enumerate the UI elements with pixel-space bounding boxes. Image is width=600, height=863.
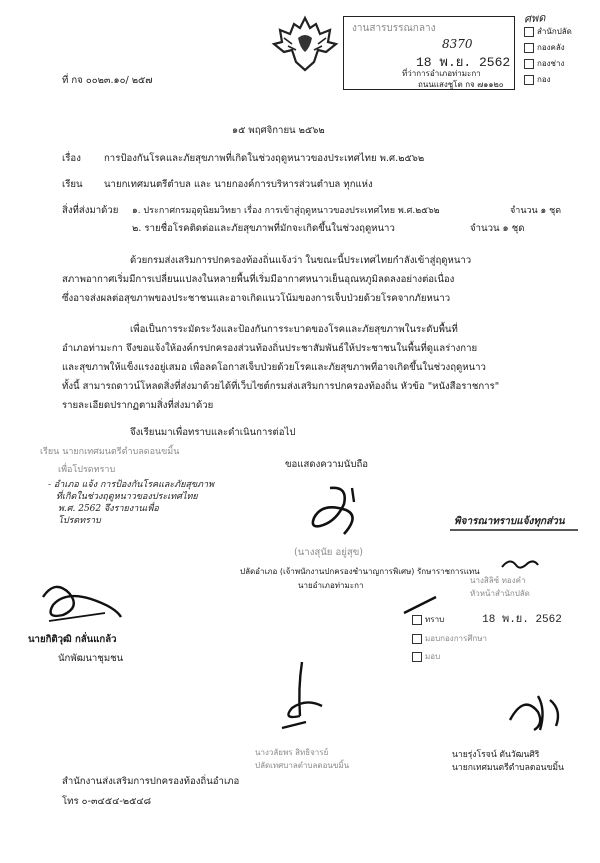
signer-name: (นางสุนัย อยู่สุข) [294, 547, 363, 558]
closing: จึงเรียนมาเพื่อทราบและดำเนินการต่อไป [130, 427, 296, 438]
bottom-stamp-row2: มอบกองการศึกษา [412, 633, 582, 644]
right-bottom-name: นายรุ่งโรจน์ ตันวัฒนศิริ [452, 750, 540, 760]
stamp-line1: งานสารบรรณกลาง [352, 23, 436, 34]
check-item-0[interactable]: สำนักปลัด [524, 26, 572, 37]
right-bottom-signature [500, 690, 570, 735]
receipt-stamp [343, 16, 515, 90]
margin-handwriting [48, 479, 214, 527]
para1-line2: สภาพอากาศเริ่มมีการเปลี่ยนแปลงในหลายพื้นที่เริ่มมีอากาศหนาวเย็นอุณหภูมิลดลงอย่างต่อเนื่อง [62, 274, 455, 285]
right-handwriting-underline [450, 527, 580, 533]
check-item-1[interactable]: กองคลัง [524, 42, 572, 53]
checkbox-icon [412, 652, 422, 662]
main-signature [300, 482, 370, 542]
stamp-line4: ถนนแสงชูโต กจ ๗๑๑๒๐ [418, 80, 504, 89]
enclosure-label: สิ่งที่ส่งมาด้วย [62, 205, 119, 216]
enclosure-item-2: ๒. รายชื่อโรคติดต่อและภัยสุขภาพที่มักจะเกิดขึ้นในช่วงฤดูหนาว [132, 223, 395, 234]
enclosure-qty-2: จำนวน ๑ ชุด [470, 223, 525, 234]
mid-signature [262, 658, 342, 738]
margin-hw-line3: พ.ศ. 2562 จึงรายงานเพื่อ [58, 504, 159, 514]
check-item-2[interactable]: กองช่าง [524, 58, 572, 69]
garuda-emblem [270, 14, 340, 74]
signer-title-1: ปลัดอำเภอ (เจ้าพนักงานปกครองชำนาญการพิเศษ) รักษาราชการแทน [240, 567, 480, 576]
mid-faint-title: ปลัดเทศบาลตำบลดอนขมิ้น [255, 761, 350, 770]
office: สำนักงานส่งเสริมการปกครองท้องถิ่นอำเภอ [62, 776, 240, 787]
enclosure-qty-1: จำนวน ๑ ชุด [510, 206, 562, 216]
margin-note-to: เรียน นายกเทศมนตรีตำบลดอนขมิ้น [40, 447, 180, 457]
checkbox-icon [524, 27, 534, 37]
margin-note-sub: เพื่อโปรดทราบ [58, 465, 116, 475]
para2-line1: เพื่อเป็นการระมัดระวังและป้องกันการระบาดของโรคและภัยสุขภาพในระดับพื้นที่ [130, 324, 458, 335]
checkbox-icon [412, 615, 422, 625]
right-faint-title: หัวหน้าสำนักปลัด [470, 589, 530, 598]
para2-line5: รายละเอียดปรากฏตามสิ่งที่ส่งมาด้วย [62, 400, 214, 411]
stamp-date: 18 พ.ย. 2562 [416, 55, 511, 70]
checkbox-icon [524, 43, 534, 53]
enclosure-item-1: ๑. ประกาศกรมอุตุนิยมวิทยา เรื่อง การเข้าสู่ฤดูหนาวของประเทศไทย พ.ศ.๒๕๖๒ [132, 206, 440, 216]
para1-line3: ซึ่งอาจส่งผลต่อสุขภาพของประชาชนและอาจเกิดแนวโน้มของการเจ็บป่วยด้วยโรคจากภัยหนาว [62, 293, 451, 304]
check-item-3[interactable]: กอง [524, 74, 572, 85]
department-checklist [524, 12, 572, 85]
margin-hw-line2: ที่เกิดในช่วงฤดูหนาวของประเทศไทย [56, 492, 198, 502]
stamp-receipt-no: 8370 [442, 37, 473, 51]
bottom-stamp-date: 18 พ.ย. 2562 [482, 614, 562, 626]
bottom-stamp-row3: มอบ [412, 651, 582, 662]
document-reference: ที่ กจ ๐๐๒๓.๑๐/ ๒๕๗ [62, 75, 153, 86]
checkbox-icon [524, 75, 534, 85]
to-label: เรียน [62, 179, 83, 190]
right-small-signature [500, 555, 540, 573]
regards: ขอแสดงความนับถือ [285, 459, 369, 470]
left-signer-name: นายกิติวุฒิ กลั่นแกล้ว [28, 634, 117, 645]
right-bottom-title: นายกเทศมนตรีตำบลดอนขมิ้น [452, 763, 564, 773]
bottom-stamp [412, 614, 582, 662]
stamp-line3: ที่ว่าการอำเภอท่ามะกา [402, 69, 481, 78]
para1-line1: ด้วยกรมส่งเสริมการปกครองท้องถิ่นแจ้งว่า ในขณะนี้ประเทศไทยกำลังเข้าสู่ฤดูหนาว [130, 255, 472, 266]
margin-hw-line1: - อำเภอ แจ้ง การป้องกันโรคและภัยสุขภาพ [48, 480, 215, 490]
para2-line3: และสุขภาพให้แข็งแรงอยู่เสมอ เพื่อลดโอกาสเจ็บป่วยด้วยโรคและภัยสุขภาพที่อาจเกิดขึ้นในช่วงฤดูหนาว [62, 362, 486, 373]
bottom-stamp-row1: ทราบ 18 พ.ย. 2562 [412, 614, 582, 626]
para2-line4: ทั้งนี้ สามารถดาวน์โหลดสิ่งที่ส่งมาด้วยได้ที่เว็บไซต์กรมส่งเสริมการปกครองท้องถิ่น หัวข้อ "หนังสือราชการ" [62, 381, 500, 392]
checkbox-icon [412, 634, 422, 644]
phone: โทร ๐-๓๔๕๔-๒๕๔๘ [62, 796, 152, 807]
subject-label: เรื่อง [62, 153, 81, 164]
handwritten-mark: ศพด [523, 11, 546, 26]
right-handwriting: พิจารณาทราบแจ้งทุกส่วน [454, 516, 565, 527]
mid-faint-name: นางวลัยพร สิทธิจารย์ [255, 748, 329, 757]
subject: การป้องกันโรคและภัยสุขภาพที่เกิดในช่วงฤดูหนาวของประเทศไทย พ.ศ.๒๕๖๒ [104, 153, 425, 164]
para2-line2: อำเภอท่ามะกา จึงขอแจ้งให้องค์กรปกครองส่วนท้องถิ่นประชาสัมพันธ์ให้ประชาชนในพื้นที่ดูแลร่างกาย [62, 343, 478, 354]
margin-hw-line4: โปรดทราบ [58, 516, 101, 526]
checkbox-icon [524, 59, 534, 69]
recipient: นายกเทศมนตรีตำบล และ นายกองค์การบริหารส่วนตำบล ทุกแห่ง [104, 179, 373, 190]
signer-title-2: นายอำเภอท่ามะกา [298, 581, 364, 590]
left-signer-title: นักพัฒนาชุมชน [58, 653, 124, 664]
left-signature [35, 577, 125, 625]
right-faint-name: นางสิลิซ์ ทองคำ [470, 576, 526, 585]
document-date: ๑๕ พฤศจิกายน ๒๕๖๒ [232, 125, 325, 136]
